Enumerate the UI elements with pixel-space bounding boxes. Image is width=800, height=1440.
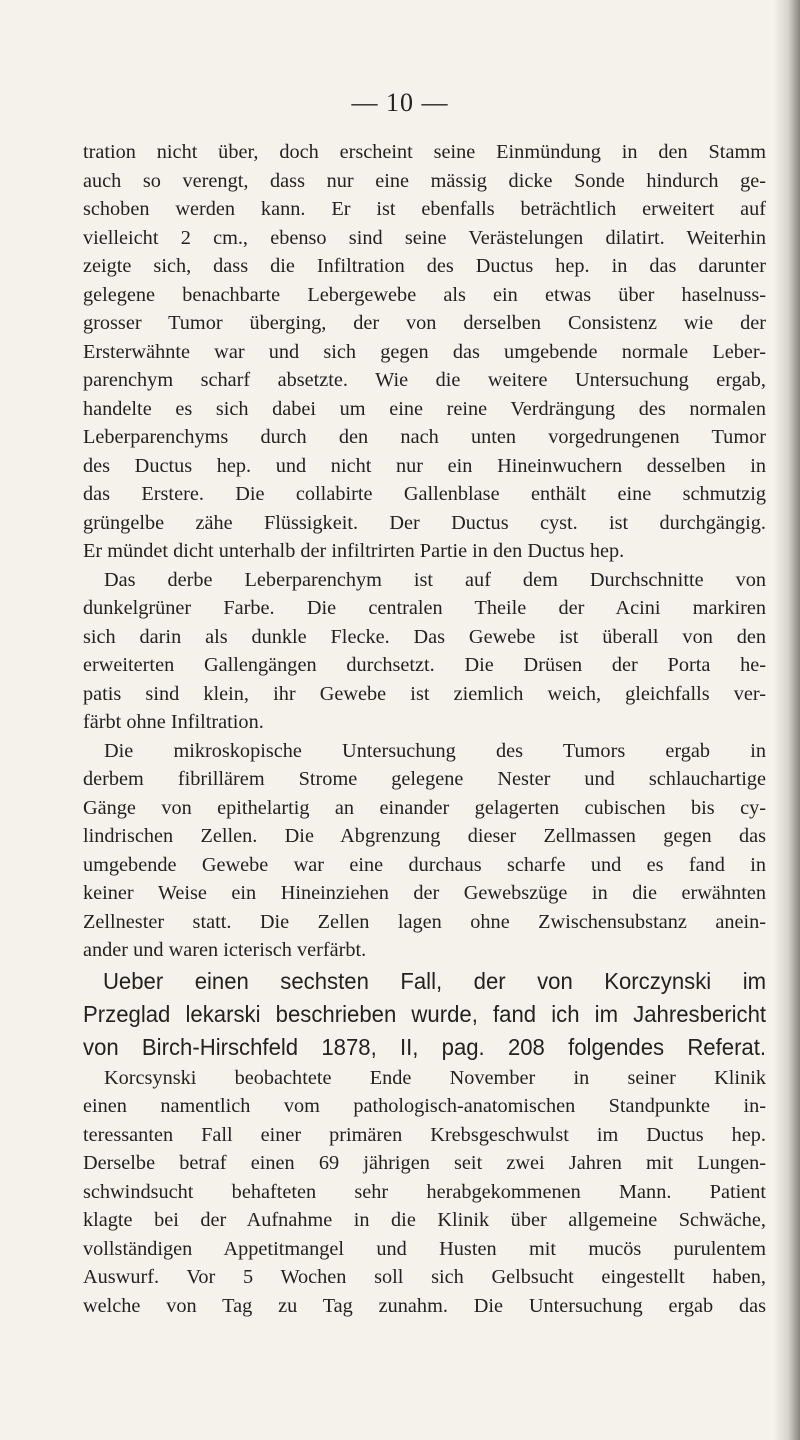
section-heading-line: von Birch-Hirschfeld 1878, II, pag. 208 folgendes Referat.: [83, 1033, 767, 1060]
text-line: Derselbe betraf einen 69 jährigen seit zwei Jahren mit Lungen-: [83, 1152, 766, 1174]
text-line: Korcsynski beobachtete Ende November in seiner Klinik: [104, 1066, 766, 1089]
text-line: Die mikroskopische Untersuchung des Tumors ergab in: [104, 739, 766, 762]
page-edge-shadow: [774, 0, 800, 1440]
section-heading-line: Ueber einen sechsten Fall, der von Korczynski im: [102, 967, 767, 994]
text-line: vollständigen Appetitmangel und Husten mit mucös purulentem: [83, 1237, 766, 1260]
text-line: parenchym scharf absetzte. Wie die weitere Untersuchung ergab,: [83, 369, 766, 391]
text-line: schoben werden kann. Er ist ebenfalls beträchtlich erweitert auf: [83, 198, 766, 220]
text-line: patis sind klein, ihr Gewebe ist ziemlich weich, gleichfalls ver-: [83, 682, 766, 705]
text-line: derbem fibrillärem Strome gelegene Nester und schlauchartige: [83, 768, 766, 790]
text-line: schwindsucht behafteten sehr herabgekommenen Mann. Patient: [83, 1180, 766, 1203]
text-line: grosser Tumor überging, der von derselben Consistenz wie der: [83, 312, 766, 334]
text-line: Das derbe Leberparenchym ist auf dem Durchschnitte von: [104, 568, 766, 591]
text-line: welche von Tag zu Tag zunahm. Die Untersuchung ergab das: [83, 1294, 766, 1317]
text-line: Zellnester statt. Die Zellen lagen ohne Zwischensubstanz anein-: [83, 910, 766, 933]
text-line: Er mündet dicht unterhalb der infiltrirten Partie in den Ductus hep.: [83, 540, 625, 562]
text-line: sich darin als dunkle Flecke. Das Gewebe ist überall von den: [83, 625, 766, 648]
text-line: zeigte sich, dass die Infiltration des Ductus hep. in das darunter: [83, 255, 766, 277]
text-line: ander und waren icterisch verfärbt.: [83, 939, 367, 961]
text-line: auch so verengt, dass nur eine mässig dicke Sonde hindurch ge-: [83, 169, 766, 192]
text-line: färbt ohne Infiltration.: [83, 711, 264, 733]
text-line: Ersterwähnte war und sich gegen das umgebende normale Leber-: [83, 340, 766, 363]
text-line: dunkelgrüner Farbe. Die centralen Theile der Acini markiren: [83, 597, 766, 619]
text-line: erweiterten Gallengängen durchsetzt. Die Drüsen der Porta he-: [83, 654, 766, 676]
text-line: handelte es sich dabei um eine reine Verdrängung des normalen: [83, 397, 766, 420]
text-line: Gänge von epithelartig an einander gelagerten cubischen bis cy-: [83, 796, 766, 819]
text-line: vielleicht 2 cm., ebenso sind seine Verästelungen dilatirt. Weiterhin: [83, 226, 766, 249]
text-line: teressanten Fall einer primären Krebsgeschwulst im Ductus hep.: [83, 1123, 766, 1146]
text-line: klagte bei der Aufnahme in die Klinik über allgemeine Schwäche,: [83, 1209, 766, 1231]
text-line: grüngelbe zähe Flüssigkeit. Der Ductus cyst. ist durchgängig.: [83, 511, 766, 534]
text-line: einen namentlich vom pathologisch-anatomischen Standpunkte in-: [83, 1095, 766, 1117]
text-line: tration nicht über, doch erscheint seine Einmündung in den Stamm: [83, 141, 766, 163]
section-heading-line: Przeglad lekarski beschrieben wurde, fand ich im Jahresbericht: [83, 1000, 767, 1027]
text-line: umgebende Gewebe war eine durchaus scharfe und es fand in: [83, 853, 766, 876]
text-line: das Erstere. Die collabirte Gallenblase enthält eine schmutzig: [83, 483, 766, 505]
page-number: — 10 —: [351, 88, 449, 117]
body-text: [83, 138, 766, 1320]
text-line: lindrischen Zellen. Die Abgrenzung dieser Zellmassen gegen das: [83, 825, 766, 847]
text-line: Leberparenchyms durch den nach unten vorgedrungenen Tumor: [83, 426, 766, 448]
text-line: keiner Weise ein Hineinziehen der Gewebszüge in die erwähnten: [83, 882, 766, 904]
text-line: des Ductus hep. und nicht nur ein Hineinwuchern desselben in: [83, 454, 766, 477]
text-line: gelegene benachbarte Lebergewebe als ein etwas über haselnuss-: [83, 283, 766, 306]
text-line: Auswurf. Vor 5 Wochen soll sich Gelbsucht eingestellt haben,: [83, 1266, 766, 1288]
